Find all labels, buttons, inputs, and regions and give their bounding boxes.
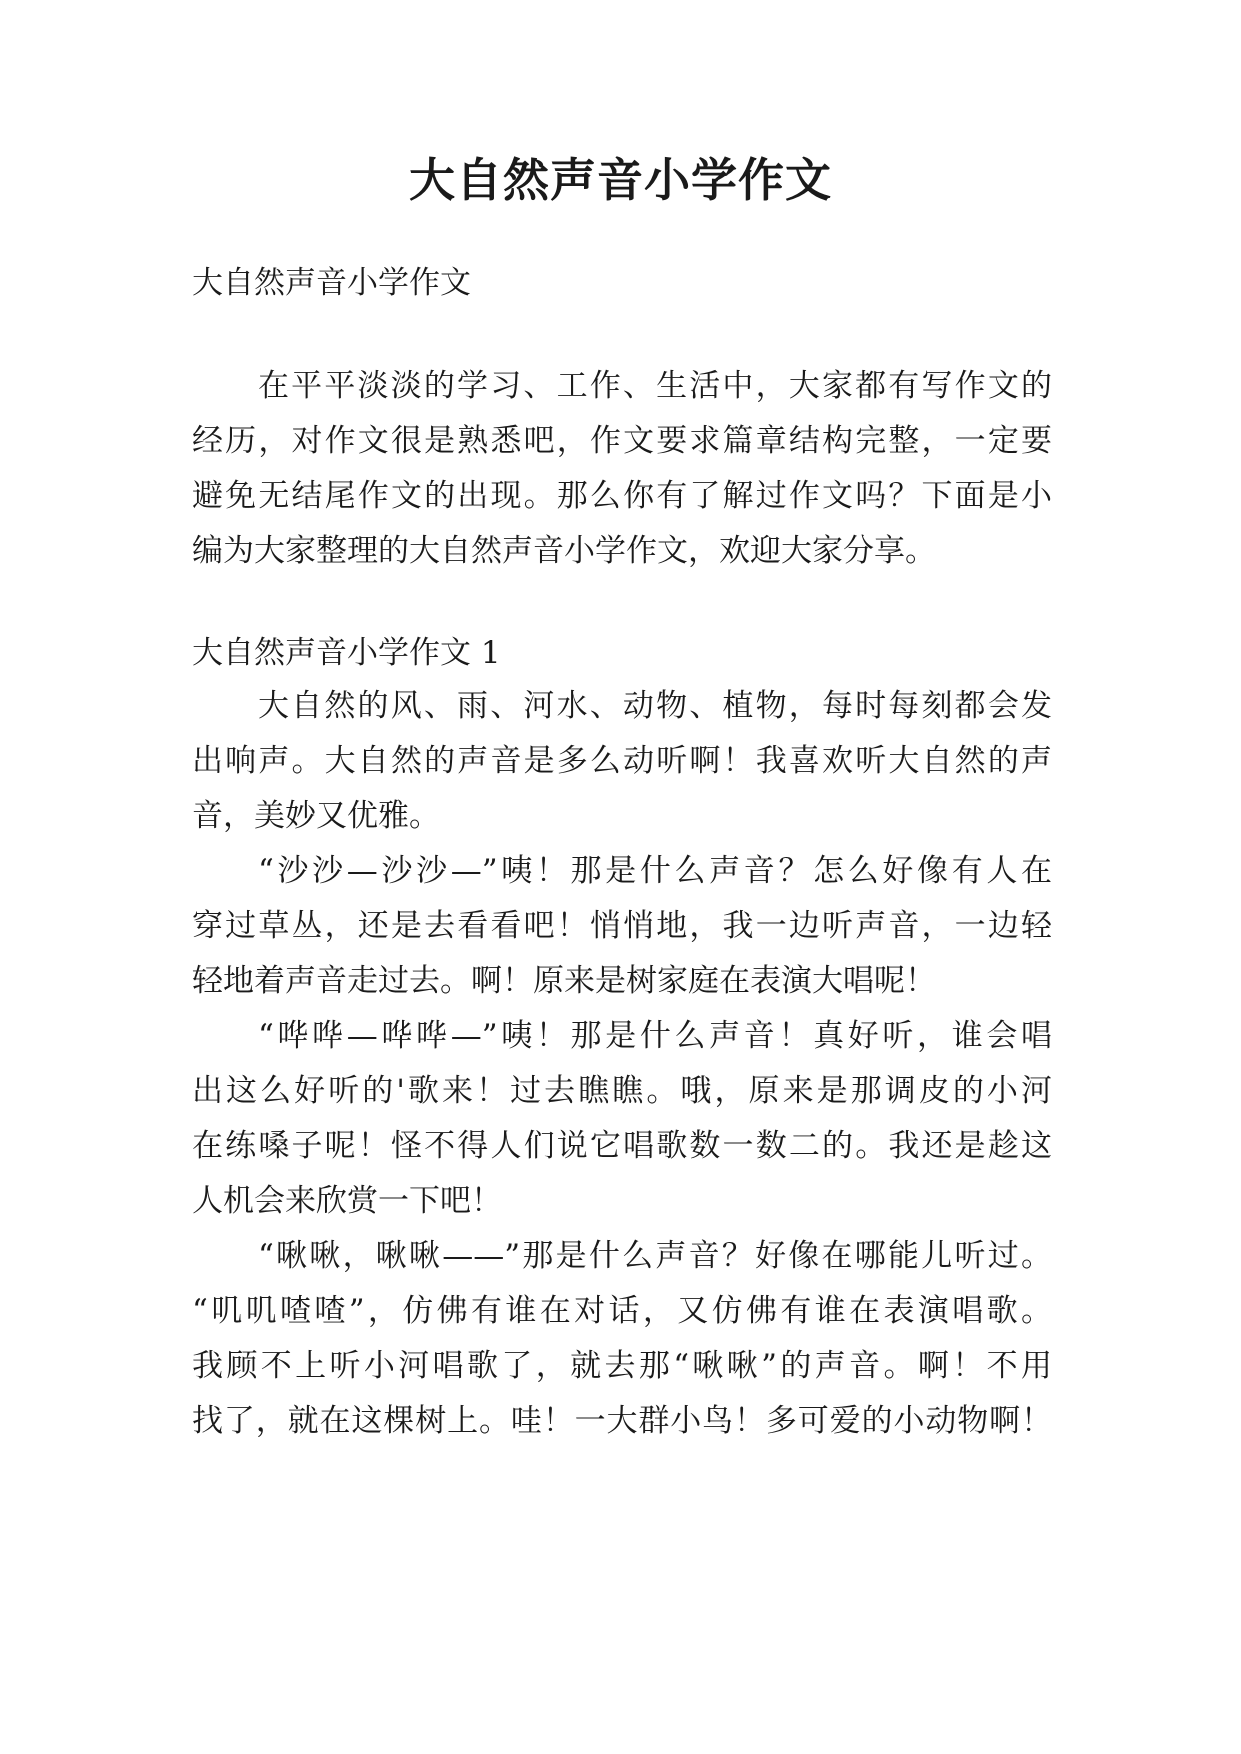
- document-subtitle: 大自然声音小学作文: [192, 265, 471, 301]
- intro-line: 编为大家整理的大自然声音小学作文，欢迎大家分享。: [192, 533, 936, 569]
- paragraph-line: 出响声。大自然的声音是多么动听啊！我喜欢听大自然的声: [192, 743, 1052, 779]
- paragraph-line: 在练嗓子呢！怪不得人们说它唱歌数一数二的。我还是趁这: [192, 1128, 1052, 1164]
- document-title: 大自然声音小学作文: [409, 153, 832, 207]
- intro-line: 避免无结尾作文的出现。那么你有了解过作文吗？下面是小: [192, 478, 1052, 514]
- paragraph-line: 穿过草丛，还是去看看吧！悄悄地，我一边听声音，一边轻: [192, 908, 1052, 944]
- paragraph-line: 出这么好听的'歌来！过去瞧瞧。哦，原来是那调皮的小河: [192, 1073, 1052, 1109]
- paragraph-line: 我顾不上听小河唱歌了，就去那“啾啾”的声音。啊！不用: [192, 1348, 1052, 1384]
- paragraph-line: 大自然的风、雨、河水、动物、植物，每时每刻都会发: [258, 688, 1052, 724]
- paragraph-line: 找了，就在这棵树上。哇！一大群小鸟！多可爱的小动物啊！: [192, 1403, 1052, 1439]
- paragraph-line: 音，美妙又优雅。: [192, 798, 440, 834]
- intro-line: 经历，对作文很是熟悉吧，作文要求篇章结构完整，一定要: [192, 423, 1052, 459]
- paragraph-line: 人机会来欣赏一下吧！: [192, 1183, 502, 1219]
- paragraph-line: “哗哗—哗哗—”咦！那是什么声音！真好听，谁会唱: [258, 1018, 1052, 1054]
- intro-line: 在平平淡淡的学习、工作、生活中，大家都有写作文的: [258, 368, 1052, 404]
- section-heading: 大自然声音小学作文 1: [192, 635, 501, 671]
- paragraph-line: “沙沙—沙沙—”咦！那是什么声音？怎么好像有人在: [258, 853, 1052, 889]
- paragraph-line: “啾啾，啾啾——”那是什么声音？好像在哪能儿听过。: [258, 1238, 1052, 1274]
- paragraph-line: “叽叽喳喳”，仿佛有谁在对话，又仿佛有谁在表演唱歌。: [192, 1293, 1052, 1329]
- paragraph-line: 轻地着声音走过去。啊！原来是树家庭在表演大唱呢！: [192, 963, 936, 999]
